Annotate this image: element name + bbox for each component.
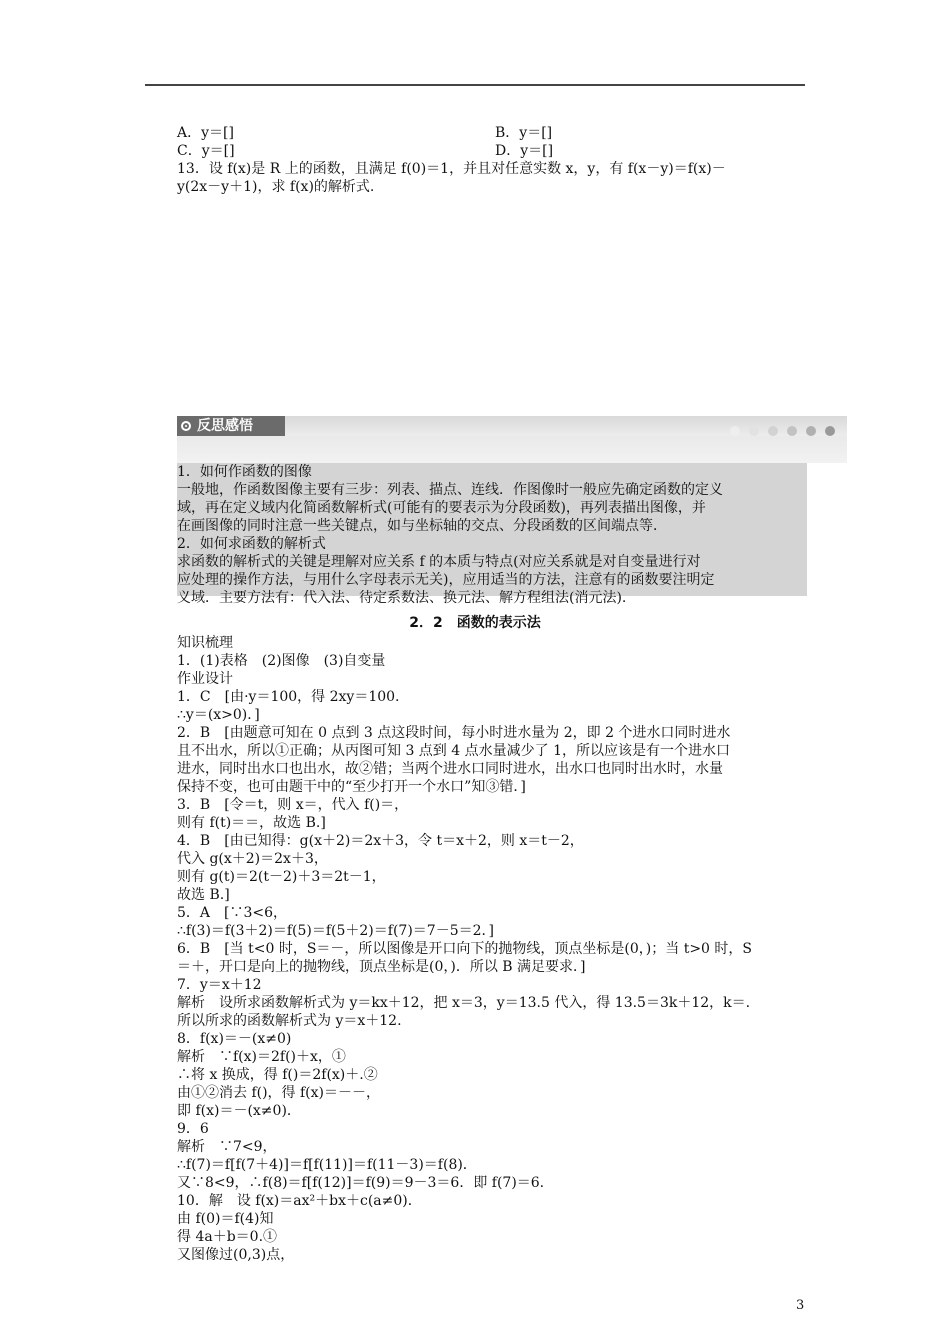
answer-line: 故选 B.]	[177, 887, 230, 903]
answer-line: ＝＋，开口是向上的抛物线，顶点坐标是(0，)．所以 B 满足要求．]	[177, 959, 586, 975]
option-d: D．y＝[]	[495, 143, 554, 159]
banner-tab	[177, 416, 285, 436]
reflection-line: 求函数的解析式的关键是理解对应关系 f 的本质与特点(对应关系就是对自变量进行对	[177, 554, 701, 570]
answer-line: 由 f(0)＝f(4)知	[177, 1211, 274, 1227]
question-line: 13．设 f(x)是 R 上的函数，且满足 f(0)＝1，并且对任意实数 x，y，有 f(x－y)＝f(x)－	[177, 161, 726, 177]
reflection-line: 一般地，作函数图像主要有三步：列表、描点、连线．作图像时一般应先确定函数的定义	[177, 482, 723, 498]
banner-bar	[285, 416, 847, 436]
option-b: B．y＝[]	[495, 125, 553, 141]
answer-line: 又∵8<9，∴f(8)＝f[f(12)]＝f(9)＝9－3＝6．即 f(7)＝6.	[177, 1175, 545, 1191]
answer-options	[177, 124, 807, 160]
answer-line: ∴f(7)＝f[f(7＋4)]＝f[f(11)]＝f(11－3)＝f(8)．	[177, 1157, 477, 1173]
answers-section	[177, 634, 807, 1264]
question-13	[177, 160, 807, 196]
answer-line: 则有 g(t)＝2(t－2)＋3＝2t－1，	[177, 869, 386, 885]
answer-line: 解析 ∵f(x)＝2f()＋x，①	[177, 1049, 346, 1065]
option-c: C．y＝[]	[177, 143, 235, 159]
answer-line: 6．B [当 t<0 时，S＝－，所以图像是开口向下的抛物线，顶点坐标是(0，)；当 t>0 时，S	[177, 941, 752, 957]
answer-line: 则有 f(t)＝＝，故选 B.]	[177, 815, 326, 831]
decorative-dots-icon	[721, 421, 835, 440]
question-line: y(2x－y＋1)，求 f(x)的解析式.	[177, 179, 375, 195]
answer-line: 代入 g(x＋2)＝2x＋3，	[177, 851, 328, 867]
answer-line: 进水，同时出水口也出水，故②错；当两个进水口同时进水，出水口也同时出水时，水量	[177, 761, 723, 777]
answer-line: 5．A [∵3<6，	[177, 905, 288, 921]
answer-line: ∴f(3)＝f(3＋2)＝f(5)＝f(5＋2)＝f(7)＝7－5＝2．]	[177, 923, 494, 939]
answer-line: 7．y＝x＋12	[177, 977, 262, 993]
header-rule	[145, 84, 805, 86]
answer-line: 4．B [由已知得：g(x＋2)＝2x＋3，令 t＝x＋2，则 x＝t－2，	[177, 833, 584, 849]
reflection-line: 域，再在定义域内化简函数解析式(可能有的要表示为分段函数)，再列表描出图像，并	[177, 500, 706, 516]
answer-line: 2．B [由题意可知在 0 点到 3 点这段时间，每小时进水量为 2，即 2 个进水口同时进水	[177, 725, 731, 741]
answer-line: 得 4a＋b＝0.①	[177, 1229, 278, 1245]
reflection-line: 在画图像的同时注意一些关键点，如与坐标轴的交点、分段函数的区间端点等．	[177, 518, 667, 534]
reflection-line: 2．如何求函数的解析式	[177, 536, 326, 552]
answer-line: 8．f(x)＝－(x≠0)	[177, 1031, 292, 1047]
option-row	[177, 142, 807, 160]
answer-line: 作业设计	[177, 671, 233, 687]
option-row	[177, 124, 807, 142]
answer-line: 1．(1)表格 (2)图像 (3)自变量	[177, 653, 386, 669]
answer-line: 所以所求的函数解析式为 y＝x＋12.	[177, 1013, 402, 1029]
reflection-line: 应处理的操作方法，与用什么字母表示无关)，应用适当的方法，注意有的函数要注明定	[177, 572, 715, 588]
answer-line: ∴将 x 换成，得 f()＝2f(x)＋.②	[177, 1067, 378, 1083]
answer-line: 解析 设所求函数解析式为 y＝kx＋12，把 x＝3，y＝13.5 代入，得 13.5＝3k＋12，k＝.	[177, 995, 751, 1011]
answer-line: 且不出水，所以①正确；从丙图可知 3 点到 4 点水量减少了 1，所以应该是有一个进水口	[177, 743, 730, 759]
answer-line: 10．解 设 f(x)＝ax²＋bx＋c(a≠0)．	[177, 1193, 422, 1209]
banner-label: 反思感悟	[197, 418, 253, 434]
reflection-box	[177, 463, 807, 606]
answer-line: 9．6	[177, 1121, 209, 1137]
answer-line: 解析 ∵7<9，	[177, 1139, 277, 1155]
answer-line: 即 f(x)＝－(x≠0)．	[177, 1103, 301, 1119]
answer-line: ∴y＝(x>0)．]	[177, 707, 260, 723]
answer-line: 知识梳理	[177, 635, 233, 651]
answer-line: 又图像过(0,3)点，	[177, 1247, 295, 1263]
section-title: 2．2 函数的表示法	[409, 615, 541, 631]
answer-line: 1．C [由·y＝100，得 2xy＝100.	[177, 689, 400, 705]
reflection-line: 义域．主要方法有：代入法、待定系数法、换元法、解方程组法(消元法).	[177, 590, 627, 606]
reflection-line: 1．如何作函数的图像	[177, 464, 312, 480]
target-icon	[181, 421, 191, 431]
option-a: A．y＝[]	[177, 125, 234, 141]
reflection-banner	[177, 416, 847, 463]
page-number: 3	[796, 1298, 805, 1313]
answer-line: 由①②消去 f()，得 f(x)＝－－，	[177, 1085, 381, 1101]
answer-line: 3．B [令＝t，则 x＝，代入 f()＝，	[177, 797, 409, 813]
answer-line: 保持不变，也可由题干中的“至少打开一个水口”知③错．]	[177, 779, 526, 795]
